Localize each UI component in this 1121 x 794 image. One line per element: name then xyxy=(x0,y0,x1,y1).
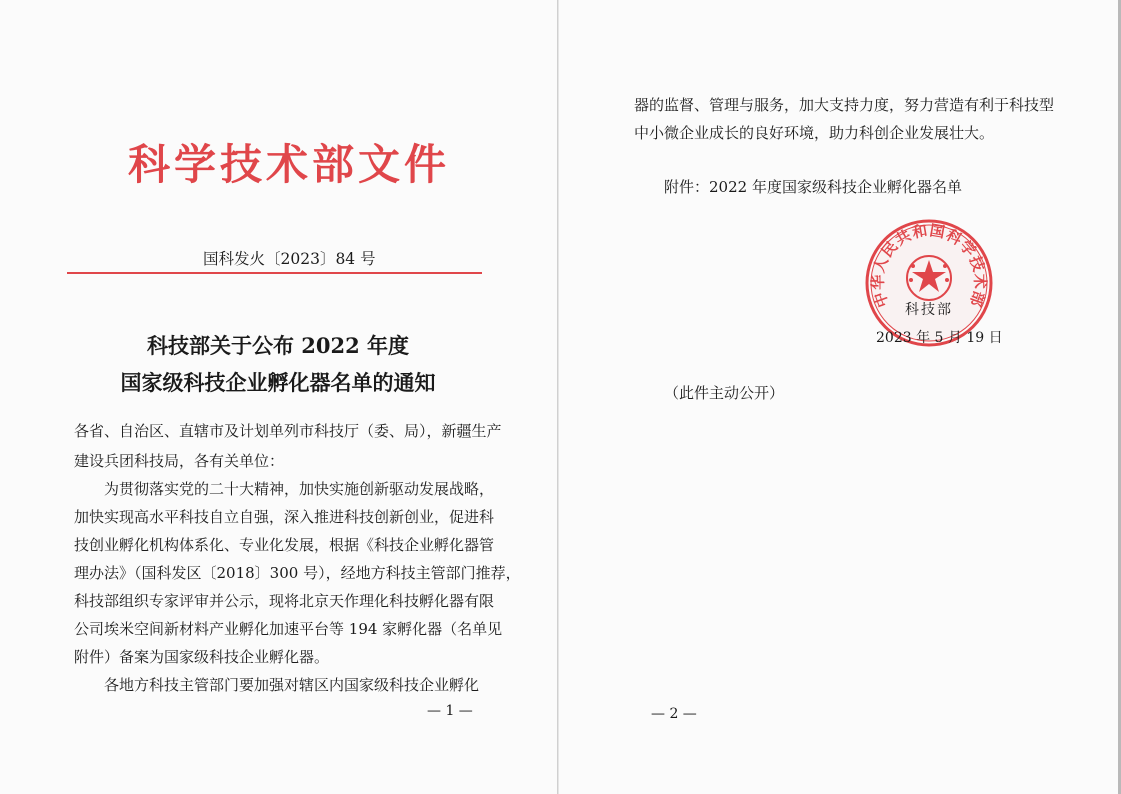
body-line: 器的监督、管理与服务，加大支持力度，努力营造有利于科技型 xyxy=(634,96,1055,114)
document-page-2 xyxy=(558,0,1121,794)
document-title-line-2: 国家级科技企业孵化器名单的通知 xyxy=(120,370,436,395)
body-line: 技创业孵化机构体系化、专业化发展，根据《科技企业孵化器管 xyxy=(74,536,495,554)
body-line: 加快实现高水平科技自立自强，深入推进科技创新创业，促进科 xyxy=(74,508,495,526)
document-number: 国科发火〔2023〕84 号 xyxy=(203,250,376,268)
body-line: 各地方科技主管部门要加强对辖区内国家级科技企业孵化 xyxy=(104,676,480,694)
body-line: 为贯彻落实党的二十大精神，加快实施创新驱动发展战略， xyxy=(104,480,495,498)
body-line: 中小微企业成长的良好环境，助力科创企业发展壮大。 xyxy=(634,124,995,142)
body-line: 理办法》（国科发区〔2018〕300 号），经地方科技主管部门推荐， xyxy=(74,564,521,582)
seal-ring-text: 中华人民共和国科学技术部 xyxy=(868,221,990,310)
attachment-line: 附件：2022 年度国家级科技企业孵化器名单 xyxy=(664,178,962,196)
issue-date: 2023 年 5 月 19 日 xyxy=(876,330,1003,346)
red-divider xyxy=(67,272,482,274)
document-page-1 xyxy=(0,0,558,794)
page-number: — 2 — xyxy=(651,706,697,722)
body-line: 公司埃米空间新材料产业孵化加速平台等 194 家孵化器（名单见 xyxy=(74,620,503,638)
body-line: 附件）备案为国家级科技企业孵化器。 xyxy=(74,648,330,666)
body-line: 科技部组织专家评审并公示，现将北京天作理化科技孵化器有限 xyxy=(74,592,495,610)
document-header: 科学技术部文件 xyxy=(128,140,451,189)
page-number: — 1 — xyxy=(427,703,473,719)
seal-center-text: 科技部 xyxy=(905,302,953,318)
body-line: 建设兵团科技局，各有关单位： xyxy=(74,452,285,470)
public-note: （此件主动公开） xyxy=(664,384,785,402)
document-title-line-1: 科技部关于公布 2022 年度 xyxy=(146,333,410,358)
body-line: 各省、自治区、直辖市及计划单列市科技厅（委、局），新疆生产 xyxy=(74,422,502,440)
